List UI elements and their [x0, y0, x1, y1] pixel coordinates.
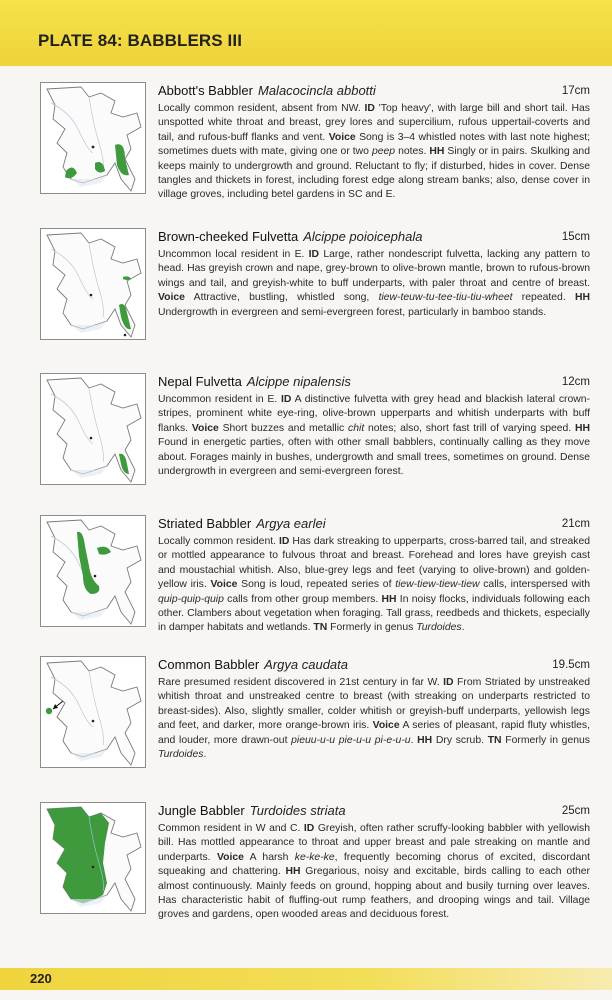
species-description — [158, 676, 590, 762]
text-run: Formerly in genus — [327, 622, 417, 634]
scientific-name: Turdoides striata — [249, 803, 346, 818]
range-map — [40, 373, 146, 485]
text-run: notes. — [395, 146, 430, 158]
text-run: Common resident in W and C. — [158, 823, 304, 834]
text-run: Undergrowth in evergreen and semi-evergreen forest, particularly in bamboo stands. — [158, 306, 547, 318]
bold-term: HH — [381, 593, 397, 605]
text-run: Dry scrub. — [432, 734, 488, 746]
species-title — [158, 515, 590, 535]
italic-term: quip-quip-quip — [158, 593, 224, 605]
scientific-name: Alcippe nipalensis — [246, 374, 351, 389]
species-description — [158, 535, 590, 636]
bold-term: TN — [487, 734, 502, 746]
range-map — [40, 656, 146, 768]
body-size: 12cm — [561, 376, 590, 388]
common-name: Brown-cheeked Fulvetta — [158, 229, 299, 244]
body-size: 19.5cm — [552, 659, 590, 671]
page-number: 220 — [30, 971, 52, 986]
text-run: . — [461, 622, 465, 634]
species-text — [158, 228, 590, 320]
text-run: Song is 3–4 whistled notes with last note highest; sometimes duets with mate, giving one or two — [158, 131, 590, 158]
bold-term: HH — [574, 292, 590, 304]
species-text — [158, 373, 590, 479]
text-run: Singly or in pairs. Skulking and keeps mainly to undergrowth and ground. Reluctant to fly; if disturbed, hides in cover. Dense tangles and thickets in forest, including forest edge along stream banks; also, dense cover in village groves, including betel gardens in SC and E. — [158, 146, 590, 201]
species-text — [158, 802, 590, 923]
common-name: Nepal Fulvetta — [158, 374, 242, 389]
text-run: A series of pleasant, rapid fluty whistles, and louder, more drawn-out — [158, 720, 590, 746]
range-map-graphic — [41, 803, 145, 913]
body-size: 17cm — [561, 85, 590, 97]
text-run: Locally common resident, absent from NW. — [158, 103, 365, 114]
range-map — [40, 802, 146, 914]
bold-term: Voice — [191, 422, 219, 434]
text-run: repeated. — [512, 292, 575, 304]
bold-term: ID — [281, 394, 292, 405]
bold-term: ID — [279, 536, 290, 547]
species-text — [158, 82, 590, 203]
common-name: Striated Babbler — [158, 516, 252, 531]
text-run: 'Top heavy', with large bill and short tail. Has unspotted white throat and breast, grey lores and supercilium, rufous uppertail-coverts and tail, and rufous-buff flanks and vent. — [158, 103, 591, 143]
bold-term: Voice — [210, 579, 238, 591]
bold-term: HH — [575, 422, 591, 434]
bold-term: TN — [313, 622, 328, 634]
body-size: 21cm — [561, 518, 590, 530]
footer-bar — [0, 968, 612, 990]
italic-term: peep — [371, 146, 396, 158]
italic-term: tiew-tiew-tiew-tiew — [395, 579, 480, 591]
plate-header — [0, 0, 612, 66]
text-run: Formerly in genus — [501, 734, 590, 746]
common-name: Abbott's Babbler — [158, 83, 253, 98]
species-title — [158, 373, 590, 393]
bold-term: Voice — [216, 851, 244, 863]
species-description — [158, 822, 590, 923]
bold-term: HH — [417, 734, 433, 746]
species-text — [158, 656, 590, 762]
text-run: Song is loud, repeated series of — [237, 579, 396, 591]
text-run: notes; also, short fast trill of varying speed. — [364, 422, 575, 434]
text-run: Gregarious, noisy and excitable, birds calling to each other almost continuously. Mainly feeds on ground, hopping about and busily turning over leaves. Has characteristic habit of fluffing-out rump feathers, and drooping wings and tail. Village groves and gardens, open wooded areas and deciduous forest. — [158, 866, 591, 921]
range-map — [40, 82, 146, 194]
species-title — [158, 82, 590, 102]
scientific-name: Malacocincla abbotti — [258, 83, 376, 98]
bold-term: Voice — [158, 292, 185, 304]
scientific-name: Argya earlei — [256, 516, 326, 531]
bold-term: ID — [303, 823, 315, 834]
scientific-name: Alcippe poioicephala — [303, 229, 423, 244]
text-run: Uncommon resident in E. — [158, 394, 282, 405]
text-run: Locally common resident. — [158, 536, 279, 547]
text-run: , frequently becoming chorus of excited, discordant squeaking and chattering. — [158, 851, 591, 878]
text-run: In noisy flocks, individuals following each other. Clambers about vegetation when foraging. Tall grass, reedbeds and thickets, especially in damper habitats and wetlands. — [158, 593, 591, 634]
italic-term: chit — [348, 422, 365, 434]
italic-term: Turdoides — [158, 749, 204, 761]
common-name: Jungle Babbler — [158, 803, 245, 818]
range-map — [40, 515, 146, 627]
italic-term: pieuu-u-u pie-u-u pi-e-u-u — [291, 734, 411, 746]
bold-term: HH — [429, 146, 445, 158]
bold-term: Voice — [328, 131, 356, 143]
text-run: Rare presumed resident discovered in 21st century in far W. — [158, 677, 444, 688]
plate-title: PLATE 84: BABBLERS III — [38, 31, 243, 50]
common-name: Common Babbler — [158, 657, 260, 672]
text-run: Attractive, bustling, whistled song, — [184, 292, 379, 304]
text-run: Short buzzes and metallic — [218, 422, 349, 434]
text-run: A distinctive fulvetta with grey head and blackish lateral crown-stripes, prominent white eye-ring, olive-brown upperparts and whitish underparts with buff flanks. — [158, 394, 591, 434]
range-map-graphic — [41, 83, 145, 193]
text-run: . — [410, 734, 418, 746]
species-title — [158, 802, 590, 822]
text-run: From Striated by unstreaked whitish throat and unstreaked centre to breast (with streaking on underparts restricted to breast-sides). Also, slightly smaller, colder whitish or greyish-buff underparts, yellowish legs and feet, and darker, more orange-brown iris. — [158, 677, 591, 732]
text-run: calls, interspersed with — [479, 579, 590, 591]
text-run: Found in energetic parties, often with other small babblers, continually calling as they move about. Forages mainly in bushes, undergrowth and small trees, sometimes on ground. Dense undergrowth in evergreen and semi-evergreen forest. — [158, 437, 590, 478]
bold-term: ID — [308, 249, 320, 260]
body-size: 15cm — [561, 231, 590, 243]
text-run: Large, rather nondescript fulvetta, lacking any pattern to head. Has greyish crown and nape, grey-brown to olive-brown mantle, brown to rufous-brown wings and tail, and greyish-white to buff underparts, with paler throat and centre of breast. — [158, 249, 590, 289]
body-size: 25cm — [561, 805, 590, 817]
italic-term: Turdoides — [416, 622, 462, 634]
range-map-graphic — [41, 229, 145, 339]
text-run: Uncommon local resident in E. — [158, 249, 309, 260]
text-run: . — [203, 749, 207, 761]
bold-term: ID — [443, 677, 454, 688]
species-description — [158, 102, 590, 203]
italic-term: tiew-teuw-tu-tee-tiu-tiu-wheet — [378, 292, 513, 304]
range-map-graphic — [41, 374, 145, 484]
bold-term: ID — [364, 103, 375, 114]
italic-term: ke-ke-ke — [294, 851, 335, 863]
text-run: calls from other group members. — [223, 593, 382, 605]
species-description — [158, 393, 590, 479]
species-title — [158, 228, 590, 248]
range-map-graphic — [41, 516, 145, 626]
scientific-name: Argya caudata — [264, 657, 348, 672]
text-run: A harsh — [243, 851, 295, 863]
text-run: Greyish, often rather scruffy-looking babbler with yellowish bill. Has mottled appearance to throat and upper breast and pale streaking on mantle and underparts. — [158, 823, 590, 863]
bold-term: Voice — [372, 720, 400, 732]
text-run: Has dark streaking to upperparts, cross-barred tail, and streaked or mottled appearance to fulvous throat and breast. Forehead and lores have greyish cast and moustachial whitish. Also, blue-grey legs and feet (varying to olive-brown) and golden-yellow iris. — [158, 536, 591, 591]
species-description — [158, 248, 590, 320]
range-map — [40, 228, 146, 340]
bold-term: HH — [285, 866, 301, 878]
species-title — [158, 656, 590, 676]
species-text — [158, 515, 590, 636]
range-map-graphic — [41, 657, 145, 767]
